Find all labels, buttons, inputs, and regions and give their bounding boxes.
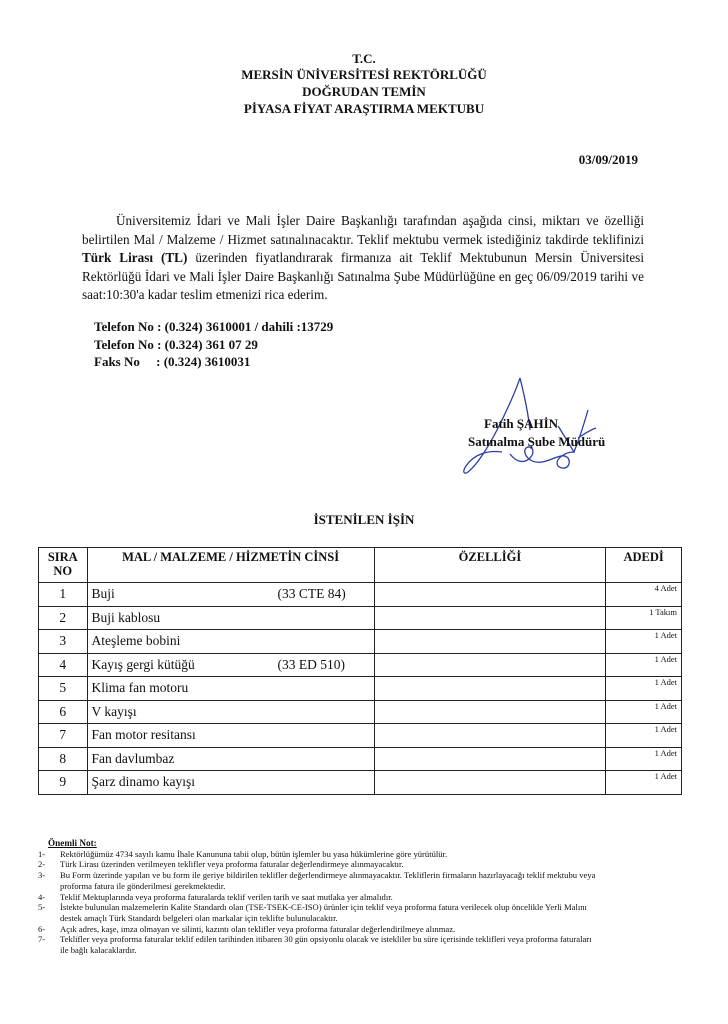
row-feature bbox=[374, 700, 606, 724]
row-quantity: 4 Adet bbox=[606, 583, 682, 607]
row-item-name bbox=[87, 747, 374, 771]
note-number: 5- bbox=[38, 902, 46, 913]
phone-2: Telefon No : (0.324) 361 07 29 bbox=[94, 336, 258, 352]
header-letter-title: PİYASA FİYAT ARAŞTIRMA MEKTUBU bbox=[243, 101, 485, 116]
row-number: 1 bbox=[39, 583, 88, 607]
body-part2: üzerinden fiyatlandırarak firmanıza ait Teklif Mektubunun Mersin Üniversitesi Rektörlüğü İdari ve Mali İşler Daire Başkanlığı Satınalma Şube Müdürlüğüne en geç 06/09/2019 tarihi ve saat:10:30'a kadar teslim etmenizi rica ederim. bbox=[82, 250, 644, 302]
note-item bbox=[38, 892, 598, 903]
letter-date: 03/09/2019 bbox=[578, 152, 638, 167]
signatory-name: Fatih ŞAHİN bbox=[484, 416, 559, 431]
row-number: 2 bbox=[39, 606, 88, 630]
note-item bbox=[38, 924, 598, 935]
row-item-name bbox=[87, 677, 374, 701]
note-number: 7- bbox=[38, 934, 46, 945]
row-quantity: 1 Adet bbox=[606, 700, 682, 724]
item-name: Buji bbox=[91, 586, 115, 602]
header-line-tc: T.C. bbox=[352, 51, 376, 66]
table-row bbox=[39, 606, 682, 630]
phone-1: Telefon No : (0.324) 3610001 / dahili :13729 bbox=[94, 319, 334, 334]
row-quantity: 1 Adet bbox=[606, 724, 682, 748]
note-number: 3- bbox=[38, 870, 46, 881]
table-row bbox=[39, 771, 682, 795]
note-item bbox=[38, 870, 598, 891]
row-quantity: 1 Adet bbox=[606, 747, 682, 771]
row-feature bbox=[374, 583, 606, 607]
row-feature bbox=[374, 677, 606, 701]
table-row bbox=[39, 747, 682, 771]
row-number: 8 bbox=[39, 747, 88, 771]
item-name: Buji kablosu bbox=[91, 609, 161, 625]
row-feature bbox=[374, 653, 606, 677]
row-item-name bbox=[87, 771, 374, 795]
row-item-name bbox=[87, 653, 374, 677]
header-sira-no: SIRA NO bbox=[39, 548, 88, 583]
fax: Faks No : (0.324) 3610031 bbox=[94, 354, 251, 369]
note-text: Teklif Mektuplarında veya proforma faturalarda teklif verilen tarih ve saat mutlaka yer almalıdır. bbox=[60, 891, 393, 902]
body-part1: Üniversitemiz İdari ve Mali İşler Daire Başkanlığı tarafından aşağıda cinsi, miktarı ve özelliği belirtilen Mal / Malzeme / Hizmet satınalınacaktır. Teklif mektubu vermek istediğiniz takdirde teklifinizi bbox=[82, 213, 644, 247]
row-number: 3 bbox=[39, 630, 88, 654]
note-text: İstekte bulunulan malzemelerin Kalite Standardı olan (TSE-TSEK-CE-ISO) ürünler için teklif veya proforma fatura verilecek olup öncelikle Yerli Malını destek amaçlı Türk Standardı belgeleri olan markalar için teklifte bulunulacaktır. bbox=[60, 902, 587, 923]
table-row bbox=[39, 677, 682, 701]
row-number: 4 bbox=[39, 653, 88, 677]
row-feature bbox=[374, 630, 606, 654]
table-row bbox=[39, 700, 682, 724]
header-feature: ÖZELLİĞİ bbox=[374, 548, 606, 583]
signature-block bbox=[458, 368, 638, 478]
header-item-name: MAL / MALZEME / HİZMETİN CİNSİ bbox=[87, 548, 374, 583]
row-number: 9 bbox=[39, 771, 88, 795]
note-item bbox=[38, 849, 598, 860]
notes-list bbox=[38, 849, 598, 956]
note-item bbox=[38, 859, 598, 870]
contact-block bbox=[94, 318, 333, 371]
row-quantity: 1 Adet bbox=[606, 653, 682, 677]
signatory-title: Satınalma Şube Müdürü bbox=[468, 434, 606, 449]
row-quantity: 1 Adet bbox=[606, 677, 682, 701]
row-feature bbox=[374, 771, 606, 795]
note-number: 4- bbox=[38, 891, 46, 902]
table-row bbox=[39, 630, 682, 654]
row-number: 7 bbox=[39, 724, 88, 748]
row-item-name bbox=[87, 606, 374, 630]
note-item bbox=[38, 934, 598, 955]
row-number: 6 bbox=[39, 700, 88, 724]
body-currency: Türk Lirası (TL) bbox=[82, 250, 188, 265]
table-header-row bbox=[39, 548, 682, 583]
row-quantity: 1 Takım bbox=[606, 606, 682, 630]
row-quantity: 1 Adet bbox=[606, 771, 682, 795]
row-item-name bbox=[87, 700, 374, 724]
row-feature bbox=[374, 606, 606, 630]
item-code: (33 ED 510) bbox=[277, 656, 346, 672]
note-number: 6- bbox=[38, 923, 46, 934]
note-number: 1- bbox=[38, 848, 46, 859]
row-number: 5 bbox=[39, 677, 88, 701]
header-quantity: ADEDİ bbox=[606, 548, 682, 583]
section-title: İSTENİLEN İŞİN bbox=[313, 512, 415, 527]
row-feature bbox=[374, 724, 606, 748]
item-name: Ateşleme bobini bbox=[91, 633, 181, 649]
table-row bbox=[39, 724, 682, 748]
note-text: Türk Lirası üzerinden verilmeyen teklifler veya proforma faturalar değerlendirmeye alınmayacaktır. bbox=[60, 859, 404, 870]
item-name: Klima fan motoru bbox=[91, 680, 189, 696]
note-text: Bu Form üzerinde yapılan ve bu form ile geriye bildirilen teklifler değerlendirmeye alınmayacaktır. Tekliflerin firmaların hazırlayacağı teklif mektubu veya proforma fatura ile gönderilmesi gerekmektedir. bbox=[60, 870, 596, 891]
note-item bbox=[38, 902, 598, 923]
header-direct-procurement: DOĞRUDAN TEMİN bbox=[302, 84, 426, 99]
row-item-name bbox=[87, 583, 374, 607]
table-row bbox=[39, 653, 682, 677]
row-item-name bbox=[87, 724, 374, 748]
item-name: Fan davlumbaz bbox=[91, 750, 175, 766]
header-university: MERSİN ÜNİVERSİTESİ REKTÖRLÜĞÜ bbox=[241, 67, 487, 82]
note-number: 2- bbox=[38, 859, 46, 870]
note-text: Rektörlüğümüz 4734 sayılı kamu İhale Kanununa tabii olup, bütün işlemler bu yasa hükümlerine göre yürütülür. bbox=[60, 848, 448, 859]
row-quantity: 1 Adet bbox=[606, 630, 682, 654]
notes-title: Önemli Not: bbox=[48, 838, 97, 848]
item-name: Kayış gergi kütüğü bbox=[91, 656, 195, 672]
row-item-name bbox=[87, 630, 374, 654]
table-row bbox=[39, 583, 682, 607]
item-name: V kayışı bbox=[91, 703, 137, 719]
note-text: Açık adres, kaşe, imza olmayan ve silinti, kazıntı olan teklifler veya proforma faturalar değerlendirilmeye alınmaz. bbox=[60, 923, 456, 934]
letter-body bbox=[82, 212, 644, 305]
item-code: (33 CTE 84) bbox=[277, 586, 346, 601]
row-feature bbox=[374, 747, 606, 771]
item-name: Şarz dinamo kayışı bbox=[91, 774, 195, 790]
important-notes bbox=[38, 838, 598, 956]
items-table bbox=[38, 547, 682, 795]
note-text: Teklifler veya proforma faturalar teklif edilen tarihinden itibaren 30 gün opsiyonlu olacak ve istekliler bu süre içerisinde teklifleri veya proforma faturaları ile bağlı kalacaklardır. bbox=[60, 934, 592, 956]
item-name: Fan motor resitansı bbox=[91, 727, 196, 743]
